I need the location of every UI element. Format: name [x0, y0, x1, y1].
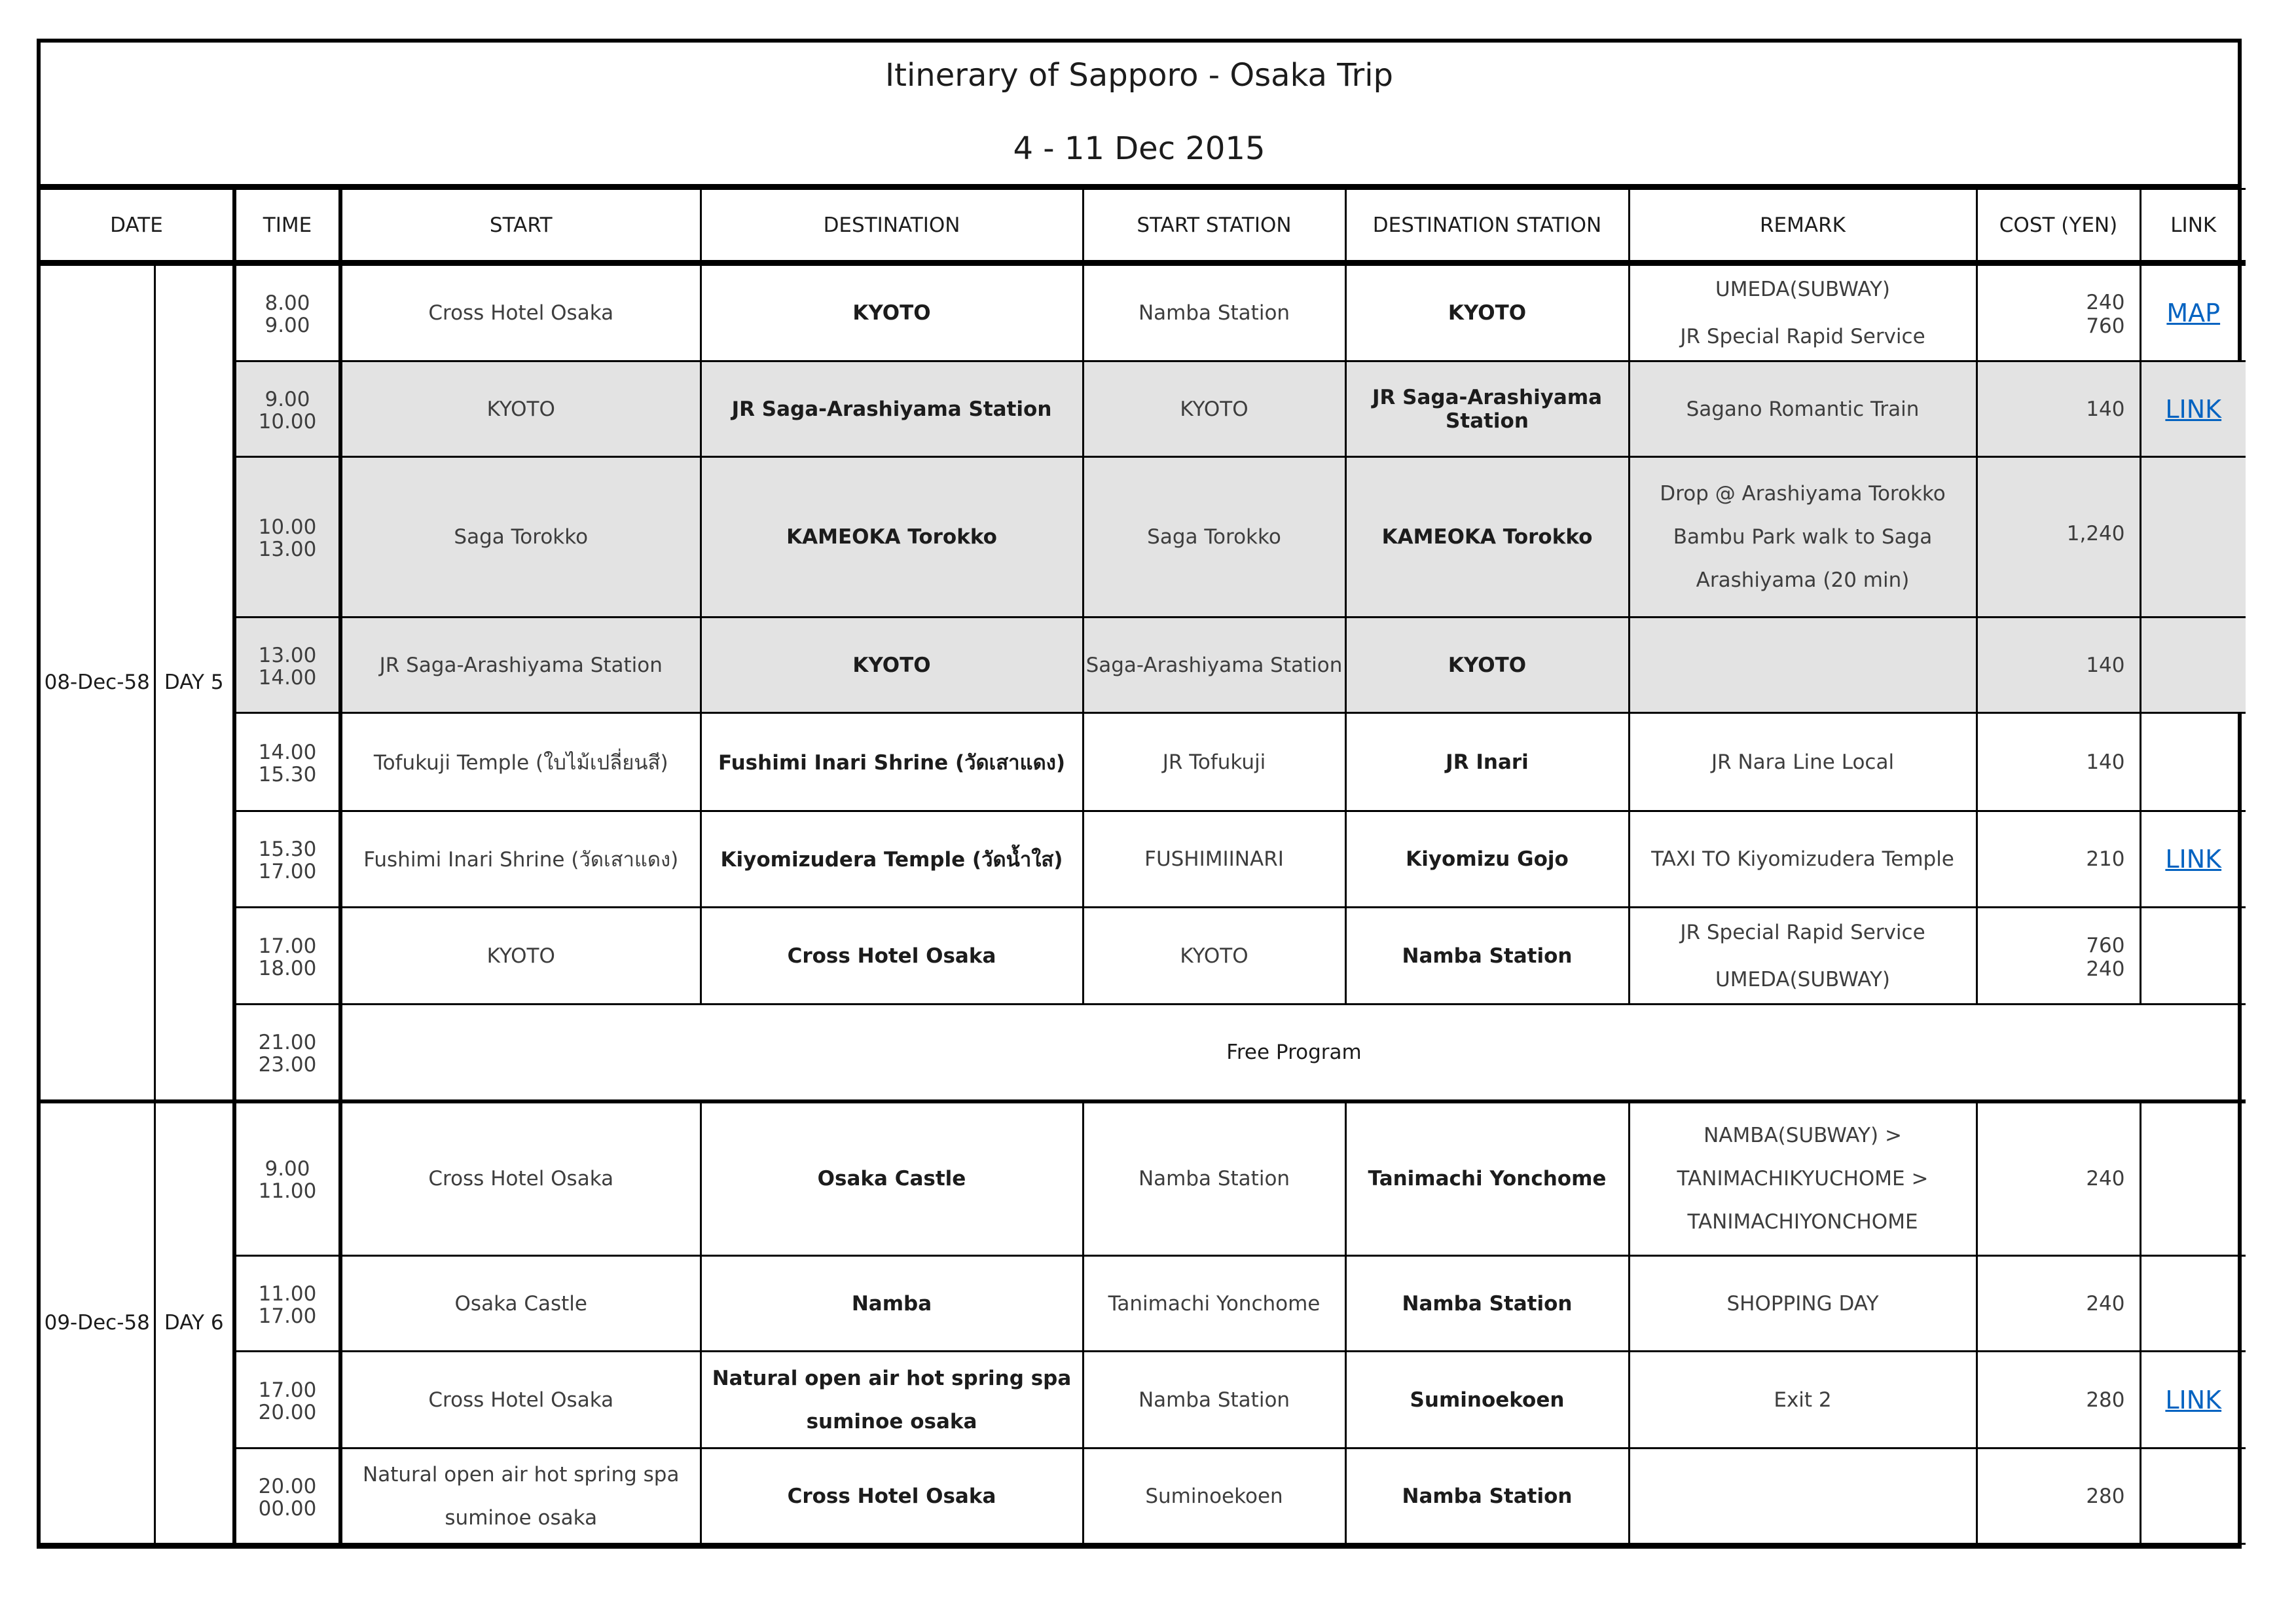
itinerary-table [41, 188, 2246, 1545]
destination-station-cell [1345, 1449, 1629, 1544]
link-cell [2140, 1256, 2246, 1352]
header-start-station: START STATION [1083, 189, 1345, 263]
time-to: 17.00 [258, 860, 317, 883]
destination-cell-text: Cross Hotel Osaka [787, 1484, 996, 1508]
remark-cell [1629, 263, 1977, 361]
cost-value: 280 [2086, 1388, 2125, 1412]
cost-cell [1977, 1256, 2140, 1352]
remark-line: SHOPPING DAY [1726, 1291, 1879, 1316]
start-station-cell [1083, 457, 1345, 618]
destination-cell [701, 713, 1083, 811]
start-station-cell [1083, 1101, 1345, 1256]
table-row [41, 908, 2246, 1005]
destination-station-cell-text: Namba Station [1402, 1291, 1573, 1316]
table-row [41, 457, 2246, 618]
remark-line: UMEDA(SUBWAY) [1715, 967, 1890, 991]
cost-cell [1977, 457, 2140, 618]
remark-line: Bambu Park walk to Saga [1673, 525, 1933, 549]
remark-line: Exit 2 [1774, 1388, 1832, 1412]
start-cell [340, 1352, 701, 1449]
cost-cell [1977, 713, 2140, 811]
destination-station-cell-text: KYOTO [1448, 301, 1527, 325]
page-title: Itinerary of Sapporo - Osaka Trip [884, 57, 1394, 94]
remark-cell [1629, 618, 1977, 713]
start-cell-text: Natural open air hot spring spa [363, 1462, 680, 1486]
start-station-cell [1083, 811, 1345, 908]
link-cell [2140, 811, 2246, 908]
time-to: 14.00 [258, 665, 317, 690]
time-from: 9.00 [264, 1157, 310, 1181]
destination-station-cell [1345, 457, 1629, 618]
cost-cell [1977, 908, 2140, 1005]
start-station-cell [1083, 361, 1345, 457]
destination-station-cell [1345, 908, 1629, 1005]
time-cell [234, 1449, 340, 1544]
time-cell [234, 811, 340, 908]
cost-value: 210 [2086, 847, 2125, 871]
destination-cell-text: Osaka Castle [817, 1167, 966, 1191]
info-link[interactable]: LINK [2165, 394, 2222, 424]
cost-value: 760 [2086, 314, 2125, 338]
time-from: 13.00 [258, 643, 317, 667]
start-cell [340, 908, 701, 1005]
start-station-cell [1083, 1352, 1345, 1449]
cost-cell [1977, 1101, 2140, 1256]
destination-cell [701, 1352, 1083, 1449]
time-from: 21.00 [258, 1030, 317, 1054]
link-cell [2140, 1449, 2246, 1544]
destination-station-cell-text: Namba Station [1402, 944, 1573, 968]
start-station-cell [1083, 1449, 1345, 1544]
table-row [41, 1256, 2246, 1352]
header-time: TIME [234, 189, 340, 263]
header-link: LINK [2140, 189, 2246, 263]
cost-value: 760 [2086, 933, 2125, 957]
cost-value: 240 [2086, 1167, 2125, 1191]
remark-cell [1629, 361, 1977, 457]
day-cell: DAY 5 [155, 263, 234, 1101]
time-to: 13.00 [258, 538, 317, 561]
start-station-cell [1083, 263, 1345, 361]
remark-cell [1629, 811, 1977, 908]
cost-cell [1977, 263, 2140, 361]
table-row [41, 1449, 2246, 1544]
start-cell-text: KYOTO [486, 944, 555, 968]
day-cell: DAY 6 [155, 1101, 234, 1544]
time-cell [234, 1005, 340, 1101]
start-cell-text: Fushimi Inari Shrine (วัดเสาแดง) [363, 848, 679, 872]
start-station-cell-text: Suminoekoen [1145, 1484, 1283, 1508]
destination-station-cell [1345, 618, 1629, 713]
table-row [41, 361, 2246, 457]
destination-station-cell [1345, 1352, 1629, 1449]
destination-station-cell-text: Tanimachi Yonchome [1368, 1167, 1607, 1191]
start-cell-text: suminoe osaka [445, 1505, 598, 1530]
time-from: 11.00 [258, 1282, 317, 1306]
table-row [41, 811, 2246, 908]
link-cell [2140, 713, 2246, 811]
cost-value: 240 [2086, 291, 2125, 314]
table-row [41, 713, 2246, 811]
start-station-cell [1083, 618, 1345, 713]
destination-cell-text: KAMEOKA Torokko [786, 525, 997, 549]
start-station-cell-text: Namba Station [1138, 301, 1290, 325]
cost-value: 140 [2086, 397, 2125, 421]
map-link[interactable]: MAP [2166, 299, 2221, 327]
remark-cell [1629, 908, 1977, 1005]
cost-value: 240 [2086, 957, 2125, 981]
cost-value: 140 [2086, 653, 2125, 677]
start-station-cell-text: Tanimachi Yonchome [1108, 1291, 1321, 1316]
start-cell [340, 361, 701, 457]
remark-line: TAXI TO Kiyomizudera Temple [1651, 847, 1954, 871]
destination-station-cell-text: JR Saga-Arashiyama Station [1372, 385, 1603, 433]
destination-cell-text: Namba [851, 1291, 932, 1316]
time-to: 15.30 [258, 762, 317, 786]
time-cell [234, 1101, 340, 1256]
table-row [41, 1101, 2246, 1256]
destination-station-cell-text: Kiyomizu Gojo [1406, 847, 1569, 871]
remark-cell [1629, 1449, 1977, 1544]
time-to: 20.00 [258, 1400, 317, 1424]
time-cell [234, 1256, 340, 1352]
time-cell [234, 713, 340, 811]
start-station-cell [1083, 1256, 1345, 1352]
time-cell [234, 457, 340, 618]
destination-cell [701, 263, 1083, 361]
cost-value: 1,240 [2066, 522, 2125, 545]
link-cell [2140, 618, 2246, 713]
time-cell [234, 1352, 340, 1449]
cost-cell [1977, 1352, 2140, 1449]
remark-line: Arashiyama (20 min) [1696, 568, 1910, 592]
start-station-cell-text: JR Tofukuji [1162, 750, 1266, 774]
itinerary-body [41, 263, 2246, 1544]
start-station-cell [1083, 713, 1345, 811]
remark-cell [1629, 713, 1977, 811]
start-station-cell-text: Namba Station [1138, 1388, 1290, 1412]
start-cell [340, 457, 701, 618]
start-cell [340, 1256, 701, 1352]
start-cell [340, 618, 701, 713]
remark-cell [1629, 457, 1977, 618]
time-from: 17.00 [258, 1378, 317, 1402]
table-row [41, 263, 2246, 361]
cost-cell [1977, 618, 2140, 713]
time-to: 11.00 [258, 1179, 317, 1204]
remark-line: NAMBA(SUBWAY) > [1704, 1124, 1902, 1148]
table-row [41, 1005, 2246, 1101]
time-to: 17.00 [258, 1304, 317, 1328]
destination-cell-text: JR Saga-Arashiyama Station [731, 397, 1052, 421]
remark-line: TANIMACHIYONCHOME [1687, 1210, 1918, 1234]
time-from: 9.00 [264, 387, 310, 411]
title-block [41, 43, 2238, 188]
time-cell [234, 618, 340, 713]
time-cell [234, 361, 340, 457]
destination-cell [701, 457, 1083, 618]
date-cell: 08-Dec-58 [41, 263, 155, 1101]
destination-station-cell [1345, 361, 1629, 457]
remark-cell [1629, 1352, 1977, 1449]
free-program-cell: Free Program [340, 1005, 2246, 1101]
start-cell [340, 263, 701, 361]
start-station-cell-text: KYOTO [1180, 944, 1248, 968]
info-link[interactable]: LINK [2165, 1385, 2222, 1414]
time-to: 23.00 [258, 1052, 317, 1077]
start-station-cell [1083, 908, 1345, 1005]
destination-cell-text: suminoe osaka [806, 1409, 977, 1433]
start-cell-text: JR Saga-Arashiyama Station [379, 653, 663, 677]
time-from: 20.00 [258, 1474, 317, 1498]
time-to: 00.00 [258, 1496, 317, 1521]
link-cell [2140, 361, 2246, 457]
start-cell-text: Cross Hotel Osaka [428, 1167, 614, 1191]
destination-cell [701, 811, 1083, 908]
destination-cell-text: KYOTO [852, 301, 931, 325]
header-row [41, 189, 2246, 263]
time-from: 8.00 [264, 291, 310, 315]
destination-cell [701, 1256, 1083, 1352]
link-cell [2140, 908, 2246, 1005]
destination-cell [701, 618, 1083, 713]
cost-cell [1977, 811, 2140, 908]
destination-station-cell-text: JR Inari [1446, 750, 1529, 774]
cost-cell [1977, 1449, 2140, 1544]
link-cell [2140, 263, 2246, 361]
time-from: 10.00 [258, 515, 317, 539]
info-link[interactable]: LINK [2165, 845, 2222, 874]
remark-line: TANIMACHIKYUCHOME > [1677, 1167, 1929, 1191]
destination-cell [701, 908, 1083, 1005]
cost-value: 280 [2086, 1484, 2125, 1508]
start-station-cell-text: Namba Station [1138, 1167, 1290, 1191]
header-remark: REMARK [1629, 189, 1977, 263]
start-cell [340, 1449, 701, 1544]
destination-cell-text: Fushimi Inari Shrine (วัดเสาแดง) [718, 750, 1066, 775]
start-cell [340, 1101, 701, 1256]
cost-value: 240 [2086, 1291, 2125, 1316]
remark-line: Drop @ Arashiyama Torokko [1660, 482, 1946, 506]
itinerary-sheet [37, 39, 2242, 1549]
page-subtitle: 4 - 11 Dec 2015 [1013, 130, 1266, 167]
destination-cell-text: Cross Hotel Osaka [787, 944, 996, 968]
start-station-cell-text: FUSHIMIINARI [1144, 847, 1284, 871]
start-station-cell-text: Saga-Arashiyama Station [1085, 653, 1343, 677]
destination-station-cell-text: KAMEOKA Torokko [1381, 525, 1593, 549]
time-to: 18.00 [258, 956, 317, 980]
destination-station-cell [1345, 1256, 1629, 1352]
remark-line: JR Nara Line Local [1711, 750, 1895, 774]
cost-cell [1977, 361, 2140, 457]
date-cell: 09-Dec-58 [41, 1101, 155, 1544]
destination-station-cell [1345, 713, 1629, 811]
remark-line: UMEDA(SUBWAY) [1715, 278, 1890, 301]
time-from: 15.30 [258, 838, 317, 861]
destination-station-cell-text: KYOTO [1448, 653, 1527, 677]
remark-line: JR Special Rapid Service [1680, 325, 1925, 348]
start-cell-text: Saga Torokko [454, 525, 589, 549]
start-cell [340, 811, 701, 908]
destination-station-cell [1345, 1101, 1629, 1256]
link-cell [2140, 1352, 2246, 1449]
time-to: 10.00 [258, 409, 317, 434]
start-station-cell-text: Saga Torokko [1147, 525, 1281, 549]
remark-cell [1629, 1101, 1977, 1256]
destination-station-cell [1345, 263, 1629, 361]
start-cell [340, 713, 701, 811]
destination-cell [701, 1449, 1083, 1544]
destination-station-cell-text: Namba Station [1402, 1484, 1573, 1508]
time-from: 17.00 [258, 934, 317, 958]
start-cell-text: Tofukuji Temple (ใบไม้เปลี่ยนสี) [373, 750, 668, 775]
header-date: DATE [41, 189, 234, 263]
destination-station-cell [1345, 811, 1629, 908]
start-cell-text: Osaka Castle [454, 1291, 587, 1316]
remark-line: JR Special Rapid Service [1680, 920, 1925, 944]
table-row [41, 618, 2246, 713]
time-to: 9.00 [264, 314, 310, 337]
time-cell [234, 263, 340, 361]
destination-station-cell-text: Suminoekoen [1410, 1388, 1565, 1412]
destination-cell-text: Kiyomizudera Temple (วัดน้ำใส) [720, 848, 1063, 872]
remark-cell [1629, 1256, 1977, 1352]
start-station-cell-text: KYOTO [1180, 397, 1248, 421]
header-start: START [340, 189, 701, 263]
header-cost: COST (YEN) [1977, 189, 2140, 263]
header-destination-station: DESTINATION STATION [1345, 189, 1629, 263]
destination-cell-text: KYOTO [852, 653, 931, 677]
cost-value: 140 [2086, 750, 2125, 774]
remark-line: Sagano Romantic Train [1686, 397, 1920, 421]
table-row [41, 1352, 2246, 1449]
destination-cell-text: Natural open air hot spring spa [712, 1366, 1072, 1390]
link-cell [2140, 1101, 2246, 1256]
time-cell [234, 908, 340, 1005]
time-from: 14.00 [258, 740, 317, 764]
start-cell-text: Cross Hotel Osaka [428, 1388, 614, 1412]
link-cell [2140, 457, 2246, 618]
destination-cell [701, 361, 1083, 457]
start-cell-text: KYOTO [486, 397, 555, 421]
start-cell-text: Cross Hotel Osaka [428, 301, 614, 325]
header-destination: DESTINATION [701, 189, 1083, 263]
destination-cell [701, 1101, 1083, 1256]
